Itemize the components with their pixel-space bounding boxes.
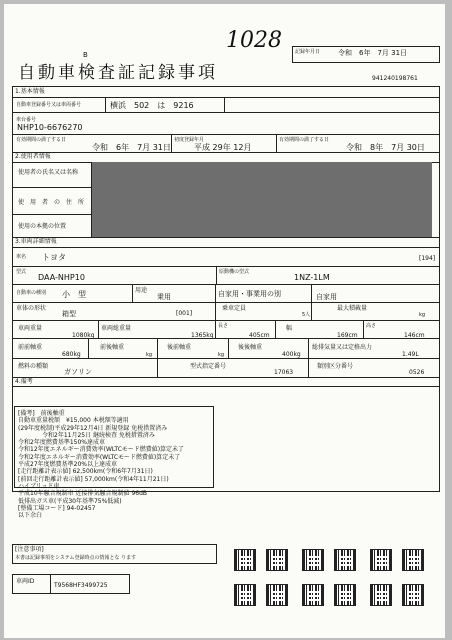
maker-label: 車名 [16, 254, 27, 260]
width-value: 169cm [337, 332, 358, 339]
remarks-line: [整備工場コード] 94-02457 [18, 504, 96, 512]
section-remarks: 4.備考 [15, 378, 33, 385]
remarks-line: 令和12年度エネルギー消費効率(WLTCモード燃費値)算定未了 [18, 446, 185, 454]
type-label: 自動車の種別 [16, 290, 47, 296]
section-basic: 1.基本情報 [15, 88, 45, 95]
expiry-label: 有効期間の満了する日 [279, 137, 330, 143]
notice-label: [注意事項] [15, 546, 44, 553]
remarks-line: 自動車重量税額 ¥15,000 本税額等適用 [18, 417, 129, 425]
qr-code-10 [334, 584, 356, 606]
first-reg-value: 平成 29年 12月 [194, 143, 252, 152]
user-address-label: 使 用 者 の 住 所 [18, 199, 85, 206]
qr-code-3 [302, 549, 324, 571]
qr-code-8 [266, 584, 288, 606]
chassis-value: NHP10-6676270 [17, 123, 83, 132]
rr-axle-label: 後後軸重 [238, 344, 263, 351]
qr-code-7 [234, 584, 256, 606]
chassis-label: 車台番号 [16, 117, 37, 123]
document-number: 941240198761 [372, 75, 418, 82]
width-label: 幅 [286, 325, 293, 332]
issue-date: 令和 6年 7月 31日 [338, 49, 408, 57]
valid-value: 令和 6年 7月 31日 [92, 143, 171, 152]
remarks-line: 令和2年度エネルギー消費効率(WLTCモード燃費値)算定未了 [18, 453, 181, 461]
use-value: 乗用 [157, 293, 171, 301]
user-info-redaction [92, 162, 432, 237]
remarks-line: 低排出ガス車(平成30年基準75%低減) [18, 497, 122, 505]
gross-label: 車両総重量 [101, 325, 132, 332]
rf-axle-unit: kg [218, 352, 225, 358]
capacity-value: 5人 [302, 312, 311, 318]
remarks-line: 令和2年11月25日 継続検査 免税措置済み [18, 431, 155, 439]
ff-axle-value: 680kg [62, 351, 81, 358]
qr-code-2 [266, 549, 288, 571]
qr-code-6 [402, 549, 424, 571]
height-value: 146cm [404, 332, 425, 339]
remarks-line: (29年度税制)平成29年12月4日 新規登録 免税措置済み [18, 424, 168, 432]
remarks-line: ハイブリッド車 [18, 482, 60, 490]
expiry-value: 令和 8年 7月 30日 [346, 143, 425, 152]
qr-code-4 [334, 549, 356, 571]
body-code: [001] [176, 310, 193, 317]
fuel-value: ガソリン [64, 368, 92, 376]
remarks-line: 平成10年騒音規制車 近接排気騒音規制値 96dB [18, 490, 148, 498]
body-value: 箱型 [62, 310, 76, 318]
purpose-label: 自家用・事業用の別 [218, 290, 281, 298]
qr-code-11 [370, 584, 392, 606]
remarks-line: 令和2年度燃費基準150%達成車 [18, 439, 105, 447]
length-value: 405cm [249, 332, 270, 339]
weight-value: 1080kg [72, 332, 95, 339]
issue-date-label: 記録年月日 [295, 49, 321, 55]
rf-axle-label: 後前軸重 [167, 344, 192, 351]
user-name-label: 使用者の氏名又は名称 [18, 169, 79, 176]
first-reg-label: 初度登録年月 [174, 137, 205, 143]
fuel-label: 燃料の種類 [18, 363, 49, 370]
qr-code-12 [402, 584, 424, 606]
qr-code-5 [370, 549, 392, 571]
engine-value: 1NZ-1LM [294, 273, 330, 282]
notice-text: 本書は記録事項をシステム登録時点の情報とな ります [15, 555, 137, 561]
ff-axle-label: 前前軸重 [18, 344, 43, 351]
model-label: 型式 [16, 269, 27, 275]
capacity-label: 乗車定員 [222, 305, 247, 312]
max-load-label: 最大積載量 [337, 305, 368, 312]
reg-label: 自動車登録番号又は車両番号 [16, 102, 82, 108]
handwritten-number: 1028 [226, 28, 282, 53]
engine-label: 原動機の型式 [219, 269, 250, 275]
remarks-line: [備考] 前後軸重 [18, 410, 65, 417]
remarks-line: [前回走行距離計表示値] 57,000km(令和4年11月21日) [18, 475, 169, 483]
remarks-list [18, 410, 184, 519]
cert-value: 17063 [274, 369, 294, 376]
remarks-line: 以下余白 [18, 512, 43, 520]
max-load-unit: kg [419, 312, 426, 318]
weight-label: 車両重量 [18, 325, 43, 332]
valid-label: 有効期間の満了する日 [16, 137, 67, 143]
gross-value: 1365kg [191, 332, 214, 339]
use-label: 用途 [135, 287, 148, 294]
section-user: 2.使用者情報 [15, 153, 51, 160]
class-label: 類別区分番号 [317, 363, 354, 370]
remarks-line: [走行距離計表示値] 62,500km(令和6年7月31日) [18, 468, 153, 476]
reg-value: 横浜 502 は 9216 [110, 101, 194, 110]
section-vehicle: 3.車両詳細情報 [15, 238, 57, 245]
rr-axle-value: 400kg [282, 351, 301, 358]
cert-label: 型式指定番号 [190, 363, 227, 370]
model-value: DAA-NHP10 [38, 273, 85, 282]
maker-code: [194] [419, 255, 436, 262]
body-label: 車体の形状 [16, 305, 47, 312]
fr-axle-unit: kg [146, 352, 153, 358]
qr-code-9 [302, 584, 324, 606]
length-label: 長さ [218, 323, 229, 329]
class-value: 0526 [409, 369, 425, 376]
page-title: 自動車検査証記録事項 [18, 63, 218, 83]
height-label: 高さ [366, 323, 377, 329]
inspection-certificate [4, 4, 445, 638]
user-base-label: 使用の本拠の位置 [18, 223, 67, 230]
vehicle-id-value: T9568HF3499725 [54, 582, 108, 589]
qr-code-1 [234, 549, 256, 571]
fr-axle-label: 前後軸重 [100, 344, 125, 351]
displacement-value: 1.49L [402, 351, 419, 358]
displacement-label: 総排気量又は定格出力 [312, 344, 373, 351]
maker-value: トヨタ [42, 253, 66, 262]
type-value: 小 型 [62, 290, 86, 299]
header-mark: B [83, 51, 88, 59]
vehicle-id-label: 車両ID [16, 578, 35, 585]
remarks-line: 平成27年度燃費基準20%以上達成車 [18, 461, 117, 469]
purpose-choice: 自家用 [316, 293, 337, 301]
